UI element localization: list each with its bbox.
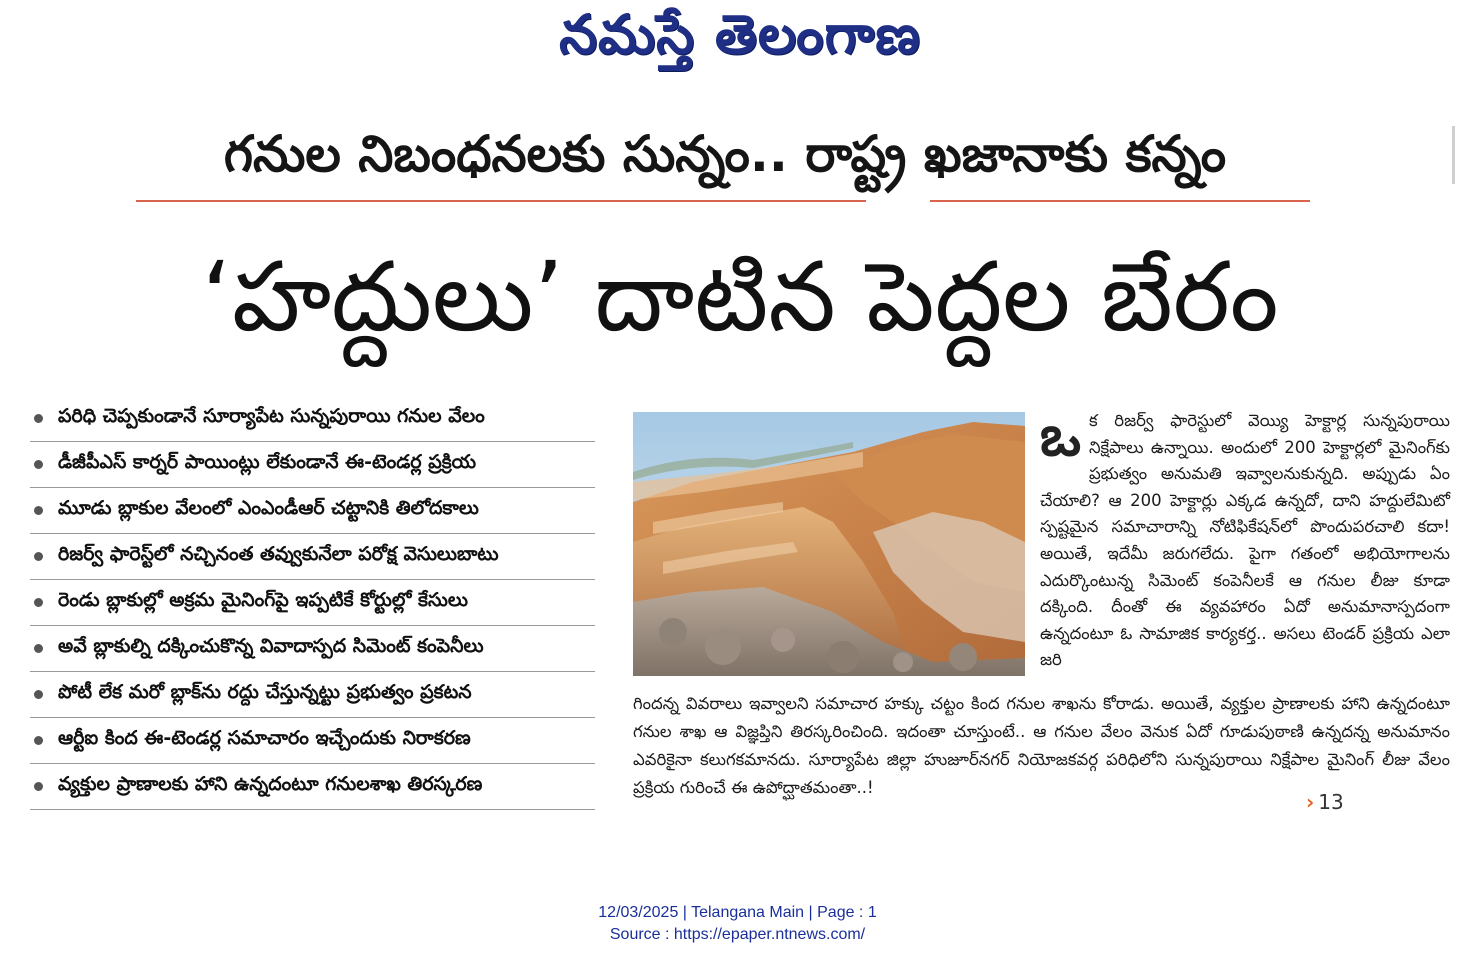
list-item-text: మూడు బ్లాకుల వేలంలో ఎంఎండీఆర్ చట్టానికి తిలోదకాలు [58,497,479,519]
list-item-text: రెండు బ్లాకుల్లో అక్రమ మైనింగ్‌పై ఇప్పటికే కోర్టుల్లో కేసులు [58,589,468,611]
list-item [30,442,595,488]
main-headline: ‘హద్దులు’ దాటిన పెద్దల బేరం [201,241,1279,353]
kicker-rule-right [930,200,1310,202]
list-item [30,488,595,534]
bullet-icon [34,506,43,515]
bullet-icon [34,460,43,469]
list-item-text: వ్యక్తుల ప్రాణాలకు హాని ఉన్నదంటూ గనులశాఖ తిరస్కరణ [58,773,483,795]
list-item [30,580,595,626]
bullet-icon [34,736,43,745]
masthead-logo: నమస్తే తెలంగాణ [559,2,921,66]
article-column-text: క రిజర్వ్ ఫారెస్టులో వెయ్యి హెక్టార్ల సున్నపురాయి నిక్షేపాలు ఉన్నాయి. అందులో 200 హెక్టార్లలో మైనింగ్‌కు ప్రభుత్వం అనుమతి ఇవ్వాలనుకున్నది. అప్పుడు ఏం చేయాలి? ఆ 200 హెక్టార్లు ఎక్కడ ఉన్నదో, దాని హద్దులేమిటో స్పష్టమైన సమాచారాన్ని నోటిఫికేషన్‌లో పొందుపరచాలి కదా! అయితే, ఇదేమీ జరుగలేదు. పైగా గతంలో అభియోగాలను ఎదుర్కొంటున్న సిమెంట్ కంపెనీలకే ఆ గనుల లీజు కూడా దక్కింది. దీంతో ఈ వ్యవహారం ఏదో అనుమానాస్పదంగా ఉన్నదంటూ ఓ సామాజిక కార్యకర్త.. అసలు టెండర్ ప్రక్రియ ఎలా జరి [1040,411,1450,670]
list-item-text: రిజర్వ్ ఫారెస్ట్‌లో నచ్చినంత తవ్వుకునేలా పరోక్ష వెసులుబాటు [58,543,499,565]
quarry-photo [633,412,1025,676]
list-item-text: డీజీపీఎస్ కార్నర్ పాయింట్లు లేకుండానే ఈ-టెండర్ల ప్రక్రియ [58,451,477,473]
chevron-right-icon: › [1306,790,1315,814]
list-item [30,764,595,810]
list-item [30,534,595,580]
bullet-icon [34,644,43,653]
article-column [1040,404,1450,674]
edge-divider [1452,126,1455,184]
list-item-text: ఆర్టీఐ కింద ఈ-టెండర్ల సమాచారం ఇచ్చేందుకు నిరాకరణ [58,727,471,749]
highlights-list [30,396,595,810]
bullet-icon [34,414,43,423]
quarry-photo-image [633,412,1025,676]
article-continuation: గిందన్న వివరాలు ఇవ్వాలని సమాచార హక్కు చట్టం కింద గనుల శాఖను కోరాడు. అయితే, వ్యక్తుల ప్రాణాలకు హాని ఉన్నదంటూ గనుల శాఖ ఆ విజ్ఞప్తిని తిరస్కరించింది. ఇదంతా చూస్తుంటే.. ఆ గనుల వేలం వెనుక ఏదో గూడుపుఠాణి ఉన్నదన్న అనుమానం ఎవరికైనా కలుగకమానదు. సూర్యాపేట జిల్లా హుజూర్‌నగర్ నియోజకవర్గ పరిధిలోని సున్నపురాయి నిక్షేపాల మైనింగ్ లీజు వేలం ప్రక్రియ గురించే ఈ ఉపోద్ఘాతమంతా..! [633,694,1450,797]
list-item [30,626,595,672]
list-item [30,718,595,764]
list-item [30,672,595,718]
footer-source-link[interactable]: Source : https://epaper.ntnews.com/ [609,926,866,943]
list-item-text: పరిధి చెప్పకుండానే సూర్యాపేట సున్నపురాయి గనుల వేలం [58,405,485,427]
kicker-rule-left [136,200,866,202]
kicker-headline: గనుల నిబంధనలకు సున్నం.. రాష్ట్ర ఖజానాకు కన్నం [223,125,1227,183]
list-item-text: అవే బ్లాకుల్ని దక్కించుకొన్న వివాదాస్పద సిమెంట్ కంపెనీలు [58,635,484,657]
bullet-icon [34,552,43,561]
jump-page-number: 13 [1318,790,1344,814]
bullet-icon [34,598,43,607]
list-item [30,396,595,442]
continued-on-page[interactable] [1306,790,1344,814]
footer-edition-info: 12/03/2025 | Telangana Main | Page : 1 [598,904,877,921]
bullet-icon [34,690,43,699]
page-footer [0,902,1475,946]
bullet-icon [34,782,43,791]
article-dropcap: ఒ [1040,404,1081,469]
list-item-text: పోటీ లేక మరో బ్లాక్‌ను రద్దు చేస్తున్నట్టు ప్రభుత్వం ప్రకటన [58,681,472,703]
